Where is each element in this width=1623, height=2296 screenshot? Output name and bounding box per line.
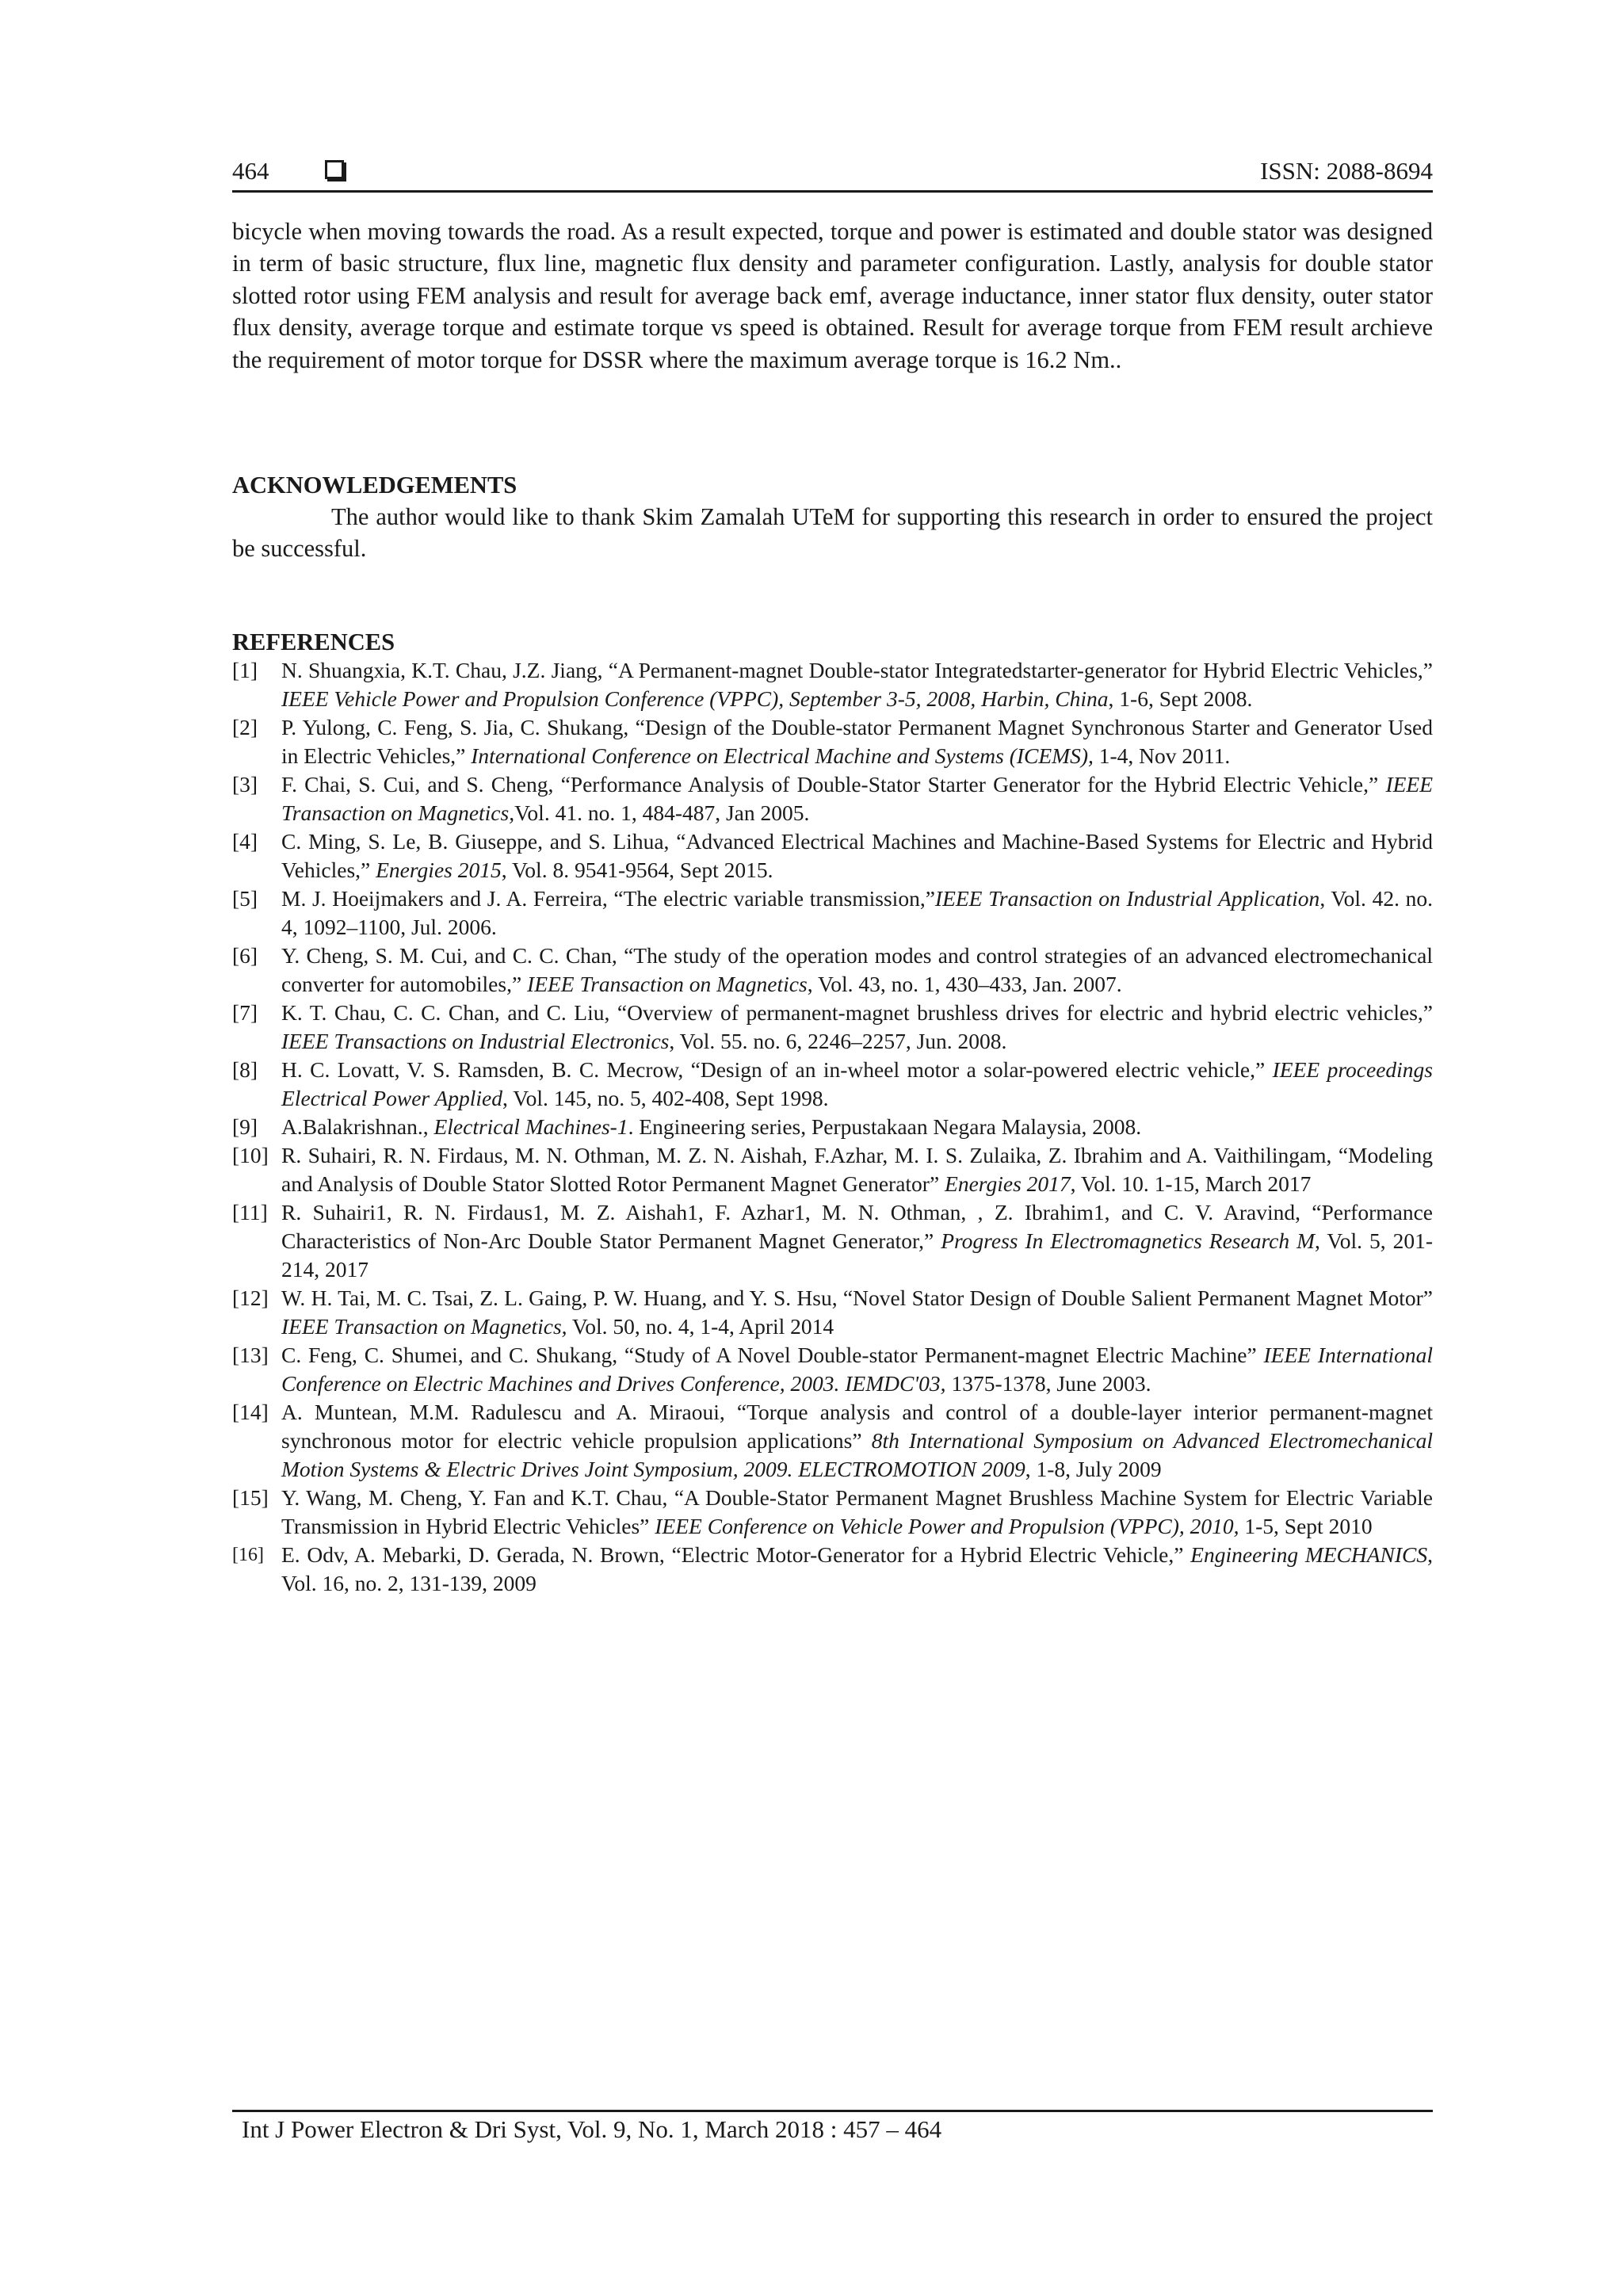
reference-authors-title: C. Feng, C. Shumei, and C. Shukang, “Study of A Novel Double-stator Permanent-magnet Electric Machine”: [281, 1343, 1264, 1367]
reference-venue: IEEE proceedings Electrical Power Applied: [281, 1057, 1433, 1110]
reference-number: [10]: [232, 1143, 269, 1167]
reference-details: , 1-8, July 2009: [1025, 1457, 1162, 1481]
reference-authors-title: R. Suhairi, R. N. Firdaus, M. N. Othman, M. Z. N. Aishah, F.Azhar, M. I. S. Zulaika, Z. Ibrahim and A. Vaithilingam, “Modeling and Analysis of Double Stator Slotted Rotor Permanent Magnet Generator”: [281, 1143, 1433, 1196]
reference-item: [232, 1198, 1433, 1284]
reference-venue: Energies 2017: [945, 1171, 1071, 1196]
reference-authors-title: H. C. Lovatt, V. S. Ramsden, B. C. Mecrow, “Design of an in-wheel motor a solar-powered electric vehicle,”: [281, 1057, 1273, 1082]
reference-item: [232, 1541, 1433, 1598]
reference-details: Vol. 41. no. 1, 484-487, Jan 2005.: [514, 800, 810, 825]
reference-item: [232, 1141, 1433, 1198]
reference-number: [11]: [232, 1200, 268, 1224]
reference-venue: IEEE Transaction on Magnetics,: [281, 772, 1433, 825]
reference-details: . Engineering series, Perpustakaan Negara Malaysia, 2008.: [628, 1114, 1142, 1139]
reference-number: [7]: [232, 1000, 258, 1025]
reference-number: [15]: [232, 1485, 269, 1510]
reference-authors-title: P. Yulong, C. Feng, S. Jia, C. Shukang, “Design of the Double-stator Permanent Magnet Synchronous Starter and Generator Used in Electric Vehicles,”: [281, 715, 1433, 768]
reference-number: [4]: [232, 829, 258, 854]
footer-citation: Int J Power Electron & Dri Syst, Vol. 9, No. 1, March 2018 : 457 – 464: [242, 2115, 942, 2143]
reference-number: [8]: [232, 1057, 258, 1082]
reference-item: [232, 1341, 1433, 1398]
reference-venue: Progress In Electromagnetics Research M: [941, 1228, 1316, 1253]
reference-details: , Vol. 5, 201-214, 2017: [281, 1228, 1434, 1282]
reference-item: [232, 942, 1433, 999]
acknowledgements-heading: ACKNOWLEDGEMENTS: [232, 472, 517, 499]
reference-details: 1375-1378, June 2003.: [945, 1371, 1151, 1396]
reference-authors-title: K. T. Chau, C. C. Chan, and C. Liu, “Overview of permanent-magnet brushless drives for electric and hybrid electric vehicles,”: [281, 1000, 1433, 1025]
reference-number: [5]: [232, 886, 258, 911]
reference-venue: IEEE Transaction on Magnetics: [527, 972, 808, 996]
reference-details: , Vol. 42. no. 4, 1092–1100, Jul. 2006.: [281, 886, 1433, 939]
reference-details: , Vol. 10. 1-15, March 2017: [1070, 1171, 1312, 1196]
reference-authors-title: R. Suhairi1, R. N. Firdaus1, M. Z. Aishah1, F. Azhar1, M. N. Othman, , Z. Ibrahim1, and C. V. Aravind, “Performance Characteristics of Non-Arc Double Stator Permanent Magnet Generator,”: [281, 1200, 1433, 1253]
reference-item: [232, 713, 1433, 770]
reference-authors-title: A.Balakrishnan.,: [281, 1114, 434, 1139]
reference-item: [232, 1484, 1433, 1541]
header-rule: [232, 190, 1433, 193]
page-header: [232, 155, 1433, 190]
references-list: [232, 656, 1433, 1598]
reference-number: [14]: [232, 1400, 269, 1424]
footer-rule: [232, 2110, 1433, 2112]
reference-venue: Electrical Machines-1: [433, 1114, 628, 1139]
reference-venue: IEEE Transactions on Industrial Electronics: [281, 1029, 670, 1053]
reference-venue: IEEE Conference on Vehicle Power and Propulsion (VPPC), 2010,: [655, 1514, 1239, 1538]
reference-details: , Vol. 55. no. 6, 2246–2257, Jun. 2008.: [669, 1029, 1007, 1053]
reference-number: [9]: [232, 1114, 258, 1139]
reference-venue: IEEE International Conference on Electric Machines and Drives Conference, 2003. IEMDC'03,: [281, 1343, 1433, 1396]
issn: ISSN: 2088-8694: [1260, 157, 1433, 185]
reference-number: [13]: [232, 1343, 269, 1367]
reference-venue: 8th International Symposium on Advanced Electromechanical Motion Systems & Electric Drives Joint Symposium, 2009. ELECTROMOTION 2009: [281, 1428, 1433, 1481]
body-paragraph: bicycle when moving towards the road. As a result expected, torque and power is estimated and double stator was designed in term of basic structure, flux line, magnetic flux density and parameter configuration. Lastly, analysis for double stator slotted rotor using FEM analysis and result for average back emf, average inductance, inner stator flux density, outer stator flux density, average torque and estimate torque vs speed is obtained. Result for average torque from FEM result archieve the requirement of motor torque for DSSR where the maximum average torque is 16.2 Nm..: [232, 218, 1433, 373]
acknowledgements-text: The author would like to thank Skim Zamalah UTeM for supporting this research in order to ensured the project be successful.: [232, 503, 1433, 562]
reference-details: , Vol. 43, no. 1, 430–433, Jan. 2007.: [807, 972, 1122, 996]
reference-venue: Engineering MECHANICS: [1190, 1542, 1428, 1567]
reference-number: [2]: [232, 715, 258, 739]
reference-item: [232, 770, 1433, 827]
reference-number: [16]: [232, 1545, 264, 1565]
reference-authors-title: F. Chai, S. Cui, and S. Cheng, “Performance Analysis of Double-Stator Starter Generator for the Hybrid Electric Vehicle,”: [281, 772, 1386, 797]
reference-details: , 1-6, Sept 2008.: [1108, 686, 1253, 711]
reference-authors-title: Y. Wang, M. Cheng, Y. Fan and K.T. Chau, “A Double-Stator Permanent Magnet Brushless Machine System for Electric Variable Transmission in Hybrid Electric Vehicles”: [281, 1485, 1433, 1538]
reference-venue: International Conference on Electrical Machine and Systems (ICEMS),: [471, 743, 1094, 768]
reference-details: , Vol. 16, no. 2, 131-139, 2009: [281, 1542, 1433, 1595]
reference-item: [232, 884, 1433, 942]
reference-authors-title: E. Odv, A. Mebarki, D. Gerada, N. Brown, “Electric Motor-Generator for a Hybrid Electric Vehicle,”: [281, 1542, 1191, 1567]
page-number: 464: [232, 157, 269, 185]
reference-venue: IEEE Transaction on Industrial Application: [934, 886, 1320, 911]
reference-number: [6]: [232, 943, 258, 968]
reference-venue: IEEE Vehicle Power and Propulsion Conference (VPPC), September 3-5, 2008, Harbin, China: [281, 686, 1109, 711]
reference-authors-title: N. Shuangxia, K.T. Chau, J.Z. Jiang, “A Permanent-magnet Double-stator Integratedstarter-generator for Hybrid Electric Vehicles,”: [281, 658, 1433, 682]
reference-venue: IEEE Transaction on Magnetics,: [281, 1314, 567, 1339]
reference-number: [3]: [232, 772, 258, 797]
reference-details: 1-5, Sept 2010: [1239, 1514, 1373, 1538]
reference-details: Vol. 50, no. 4, 1-4, April 2014: [567, 1314, 834, 1339]
reference-number: [12]: [232, 1286, 269, 1310]
reference-authors-title: W. H. Tai, M. C. Tsai, Z. L. Gaing, P. W. Huang, and Y. S. Hsu, “Novel Stator Design of Double Salient Permanent Magnet Motor”: [281, 1286, 1433, 1310]
reference-item: [232, 999, 1433, 1056]
reference-item: [232, 1284, 1433, 1341]
reference-item: [232, 656, 1433, 713]
reference-number: [1]: [232, 658, 258, 682]
reference-item: [232, 827, 1433, 884]
reference-item: [232, 1398, 1433, 1484]
reference-item: [232, 1056, 1433, 1113]
reference-details: , Vol. 145, no. 5, 402-408, Sept 1998.: [502, 1086, 829, 1110]
reference-authors-title: Y. Cheng, S. M. Cui, and C. C. Chan, “The study of the operation modes and control strategies of an advanced electromechanical converter for automobiles,”: [281, 943, 1433, 996]
reference-authors-title: C. Ming, S. Le, B. Giuseppe, and S. Lihua, “Advanced Electrical Machines and Machine-Based Systems for Electric and Hybrid Vehicles,”: [281, 829, 1433, 882]
reference-item: [232, 1113, 1433, 1141]
reference-authors-title: M. J. Hoeijmakers and J. A. Ferreira, “The electric variable transmission,”: [281, 886, 935, 911]
references-heading: REFERENCES: [232, 628, 395, 655]
checkbox-square-icon: [325, 160, 344, 179]
reference-details: 1-4, Nov 2011.: [1093, 743, 1231, 768]
reference-venue: Energies 2015: [376, 858, 502, 882]
reference-details: , Vol. 8. 9541-9564, Sept 2015.: [501, 858, 773, 882]
reference-authors-title: A. Muntean, M.M. Radulescu and A. Miraoui, “Torque analysis and control of a double-layer interior permanent-magnet synchronous motor for electric vehicle propulsion applications”: [281, 1400, 1433, 1453]
